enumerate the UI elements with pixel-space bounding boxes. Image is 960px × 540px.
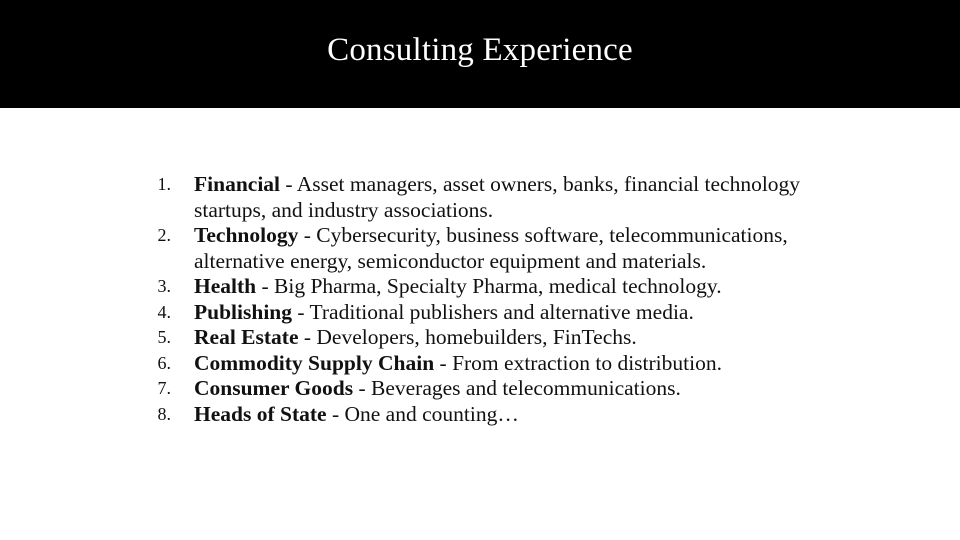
list-number: 8. [157,403,171,424]
category-description: - Big Pharma, Specialty Pharma, medical technology. [256,274,722,298]
category-description: - Cybersecurity, business software, telecommunications, alternative energy, semiconductor equipment and materials. [194,223,788,273]
list-item-financial [147,172,847,223]
list-number: 7. [157,378,171,398]
category-description: - Asset managers, asset owners, banks, financial technology startups, and industry associations. [194,172,801,222]
list-item-heads-of-state [147,402,847,428]
list-number: 5. [157,327,171,347]
list-number: 6. [157,352,171,373]
list-item-technology [147,223,847,274]
list-number: 3. [157,276,171,296]
category-label: Health [194,274,257,298]
list-item-real-estate [147,325,847,351]
slide-title: Consulting Experience [327,32,633,68]
title-bar [0,0,960,108]
category-description: - From extraction to distribution. [434,350,722,375]
category-label: Commodity Supply Chain [194,350,435,375]
category-description: - Beverages and telecommunications. [353,376,681,400]
list-item-publishing [147,300,847,326]
category-description: - One and counting… [326,401,519,426]
category-description: - Developers, homebuilders, FinTechs. [298,325,637,349]
list-number: 1. [157,174,171,194]
list-number: 2. [157,225,171,245]
category-description: - Traditional publishers and alternative media. [292,299,694,324]
list-number: 4. [157,301,171,322]
category-label: Real Estate [194,325,299,349]
list-item-consumer-goods [147,376,847,402]
list-item-commodity-supply-chain [147,351,847,377]
list-item-health [147,274,847,300]
category-label: Publishing [194,299,292,324]
category-label: Heads of State [194,401,327,426]
category-label: Consumer Goods [194,376,354,400]
experience-list [147,172,847,427]
category-label: Technology [194,223,299,247]
category-label: Financial [194,172,281,196]
